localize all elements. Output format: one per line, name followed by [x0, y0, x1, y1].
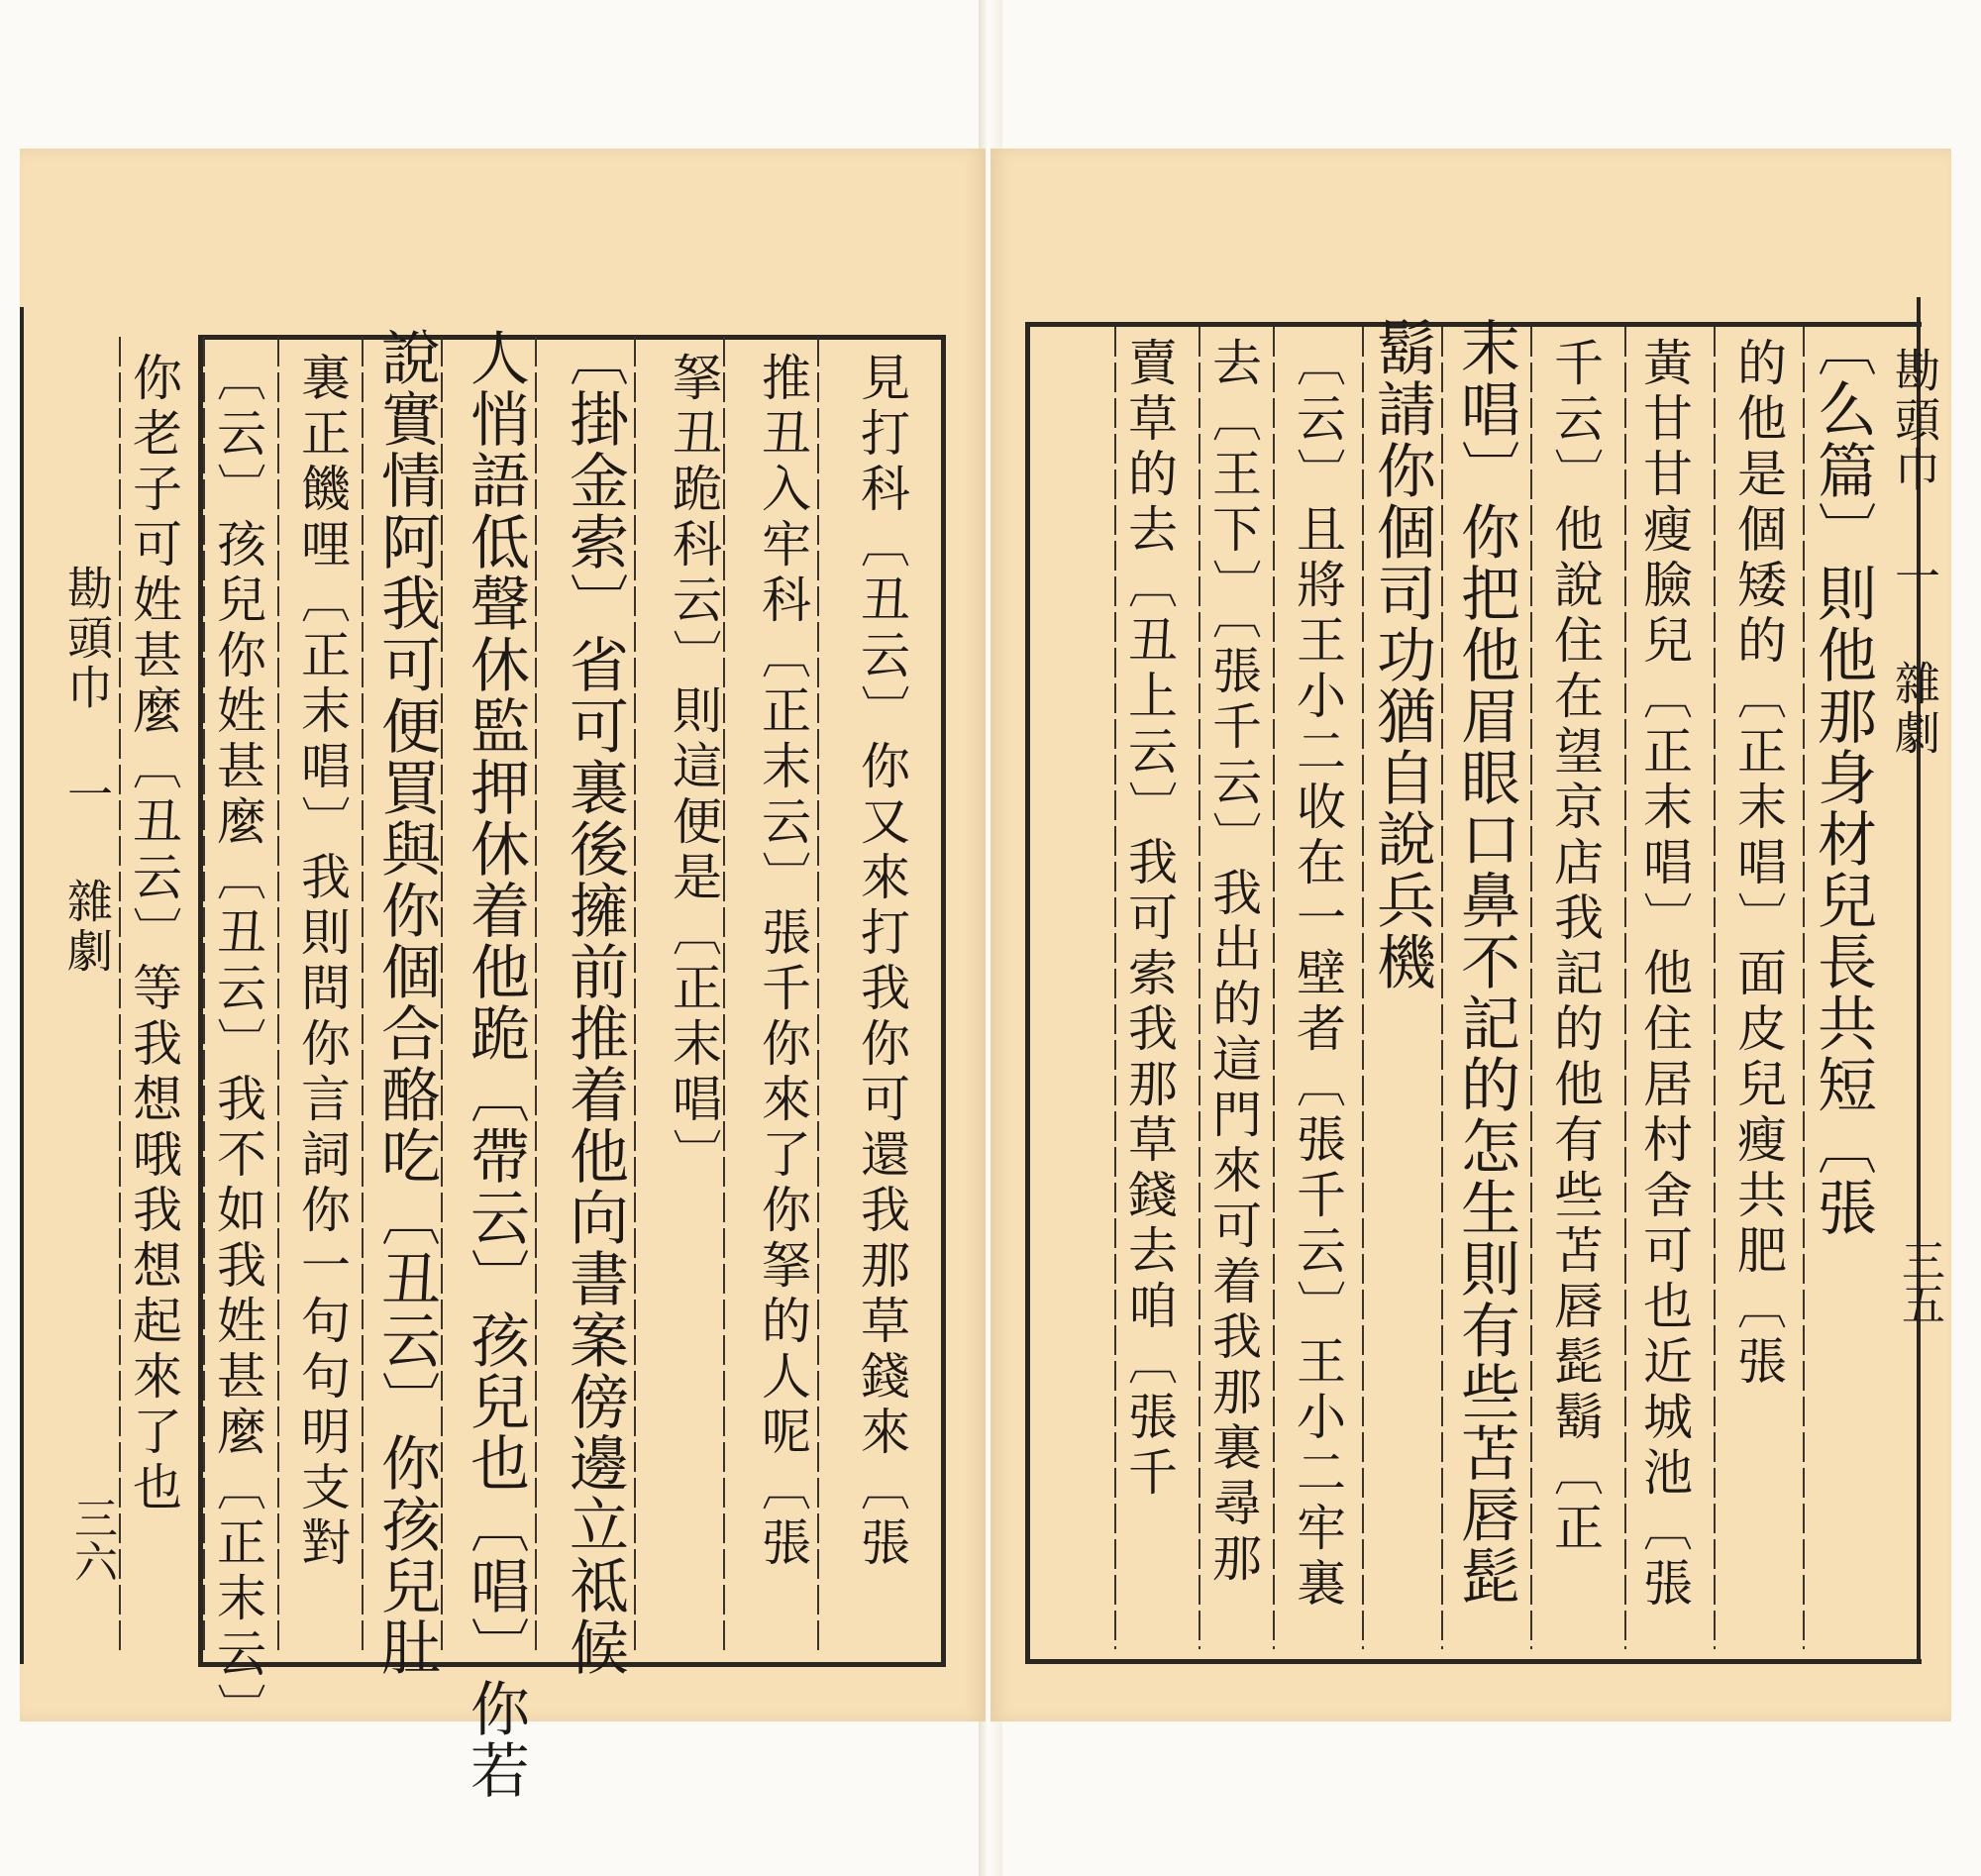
left-column-rule [535, 337, 537, 1654]
text-column: 拏丑跪科云〕則這便是〔正末唱〕 [665, 352, 722, 1184]
right-column-rule [1199, 327, 1200, 1649]
left-page [20, 149, 986, 1801]
left-column-rule [203, 337, 205, 1654]
text-column: 賣草的去〔丑上云〕我可索我那草錢去咱〔張千 [1120, 337, 1178, 1502]
text-column: 的他是個矮的〔正末唱〕面皮兒瘦共肥〔張 [1729, 337, 1787, 1391]
left-page-number: 三六 [66, 1496, 117, 1583]
text-column: 〔么篇〕則他那身材兒長共短〔張 [1808, 317, 1877, 1238]
right-column-rule [1114, 327, 1116, 1649]
right-column-rule [1803, 327, 1805, 1649]
text-column: 〔掛金索〕省可裏後擁前推着他向書案傍邊立祗候 [560, 327, 629, 1678]
text-column: 千云〕他說住在望京店我記的他有些苫唇髭鬍〔正 [1546, 337, 1604, 1557]
right-page [990, 149, 1951, 1721]
right-page-number: 三五 [1894, 1238, 1944, 1325]
text-column: 〔云〕且將王小二收在一壁者〔張千云〕王小二牢裏 [1289, 337, 1346, 1613]
text-column: 黃甘甘瘦臉兒〔正末唱〕他住居村舍可也近城池〔張 [1635, 337, 1693, 1613]
text-column: 去〔王下〕〔張千云〕我出的這門來可着我那裏尋那 [1204, 337, 1262, 1588]
text-column: 你老子可姓甚麼〔丑云〕等我想哦我想起來了也 [125, 352, 182, 1516]
text-column: 裏正饑哩〔正末唱〕我則問你言詞你一句句明支對 [293, 352, 351, 1572]
left-gutter-rule [20, 307, 24, 1664]
text-column: 末唱〕你把他眉眼口鼻不記的怎生則有些苫唇髭 [1451, 317, 1520, 1607]
left-column-rule [277, 337, 279, 1654]
text-column: 〔云〕孩兒你姓甚麼〔丑云〕我不如我姓甚麼〔正末云〕 [209, 352, 266, 1738]
left-column-rule [119, 337, 121, 1654]
right-gutter-title: 勘頭巾 一 雜劇 [1888, 347, 1941, 759]
text-column: 人悄語低聲休監押休着他跪〔帶云〕孩兒也〔唱〕你若 [461, 327, 530, 1801]
left-column-rule [362, 337, 364, 1654]
right-column-rule [1362, 327, 1364, 1649]
right-column-rule [1714, 327, 1716, 1649]
right-column-rule [1624, 327, 1626, 1649]
left-gutter-title: 勘頭巾 一 雜劇 [60, 565, 114, 977]
right-column-rule [1441, 327, 1443, 1649]
text-column: 說實情阿我可便買與你個合酪吃〔丑云〕你孩兒肚 [371, 327, 441, 1678]
text-column: 推丑入牢科〔正末云〕張千你來了你拏的人呢〔張 [754, 352, 811, 1572]
right-column-rule [1530, 327, 1532, 1649]
left-column-rule [634, 337, 636, 1654]
left-column-rule [723, 337, 725, 1654]
text-column: 見打科〔丑云〕你又來打我你可還我那草錢來〔張 [853, 352, 910, 1572]
right-column-rule [1273, 327, 1275, 1649]
left-column-rule [441, 337, 443, 1654]
left-column-rule [817, 337, 819, 1654]
text-column: 鬍請你個司功猶自說兵機 [1367, 317, 1436, 992]
